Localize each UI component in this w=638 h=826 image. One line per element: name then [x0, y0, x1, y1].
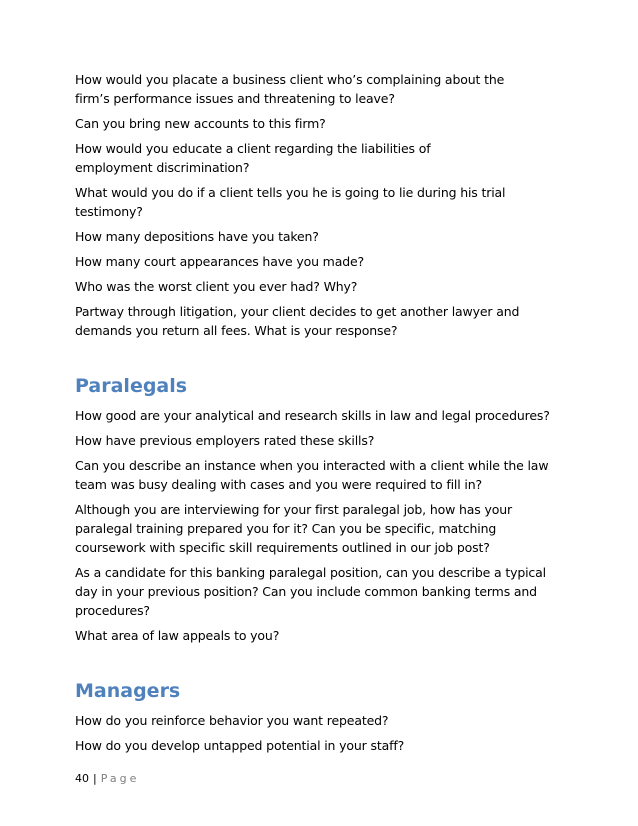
question: What would you do if a client tells you he is going to lie during his trial testimony?	[75, 185, 506, 219]
question: Can you describe an instance when you interacted with a client while the law team was busy dealing with cases and you were required to fill in?	[75, 458, 549, 492]
question: How do you reinforce behavior you want repeated?	[75, 713, 389, 728]
question: As a candidate for this banking paralegal position, can you describe a typical day in your previous position? Can you include common banking terms and procedures?	[75, 565, 546, 618]
page-number: 40	[75, 772, 89, 785]
section-heading-paralegals: Paralegals	[75, 375, 188, 397]
question: How good are your analytical and research skills in law and legal procedures?	[75, 408, 550, 423]
question: How would you placate a business client who’s complaining about the firm’s performance issues and threatening to leave?	[75, 72, 505, 106]
paralegals-section	[75, 374, 575, 645]
question: How have previous employers rated these skills?	[75, 433, 375, 448]
question: How do you develop untapped potential in your staff?	[75, 738, 405, 753]
question: How would you educate a client regarding the liabilities of employment discrimination?	[75, 141, 431, 175]
question: What area of law appeals to you?	[75, 628, 280, 643]
document-page	[75, 70, 575, 761]
footer-separator: |	[93, 772, 97, 785]
question: Can you bring new accounts to this firm?	[75, 116, 326, 131]
question: How many court appearances have you made?	[75, 254, 365, 269]
question: How many depositions have you taken?	[75, 229, 319, 244]
question: Partway through litigation, your client decides to get another lawyer and demands you return all fees. What is your response?	[75, 304, 520, 338]
managers-section	[75, 679, 575, 755]
section-heading-managers: Managers	[75, 680, 181, 702]
question: Who was the worst client you ever had? Why?	[75, 279, 358, 294]
question: Although you are interviewing for your first paralegal job, how has your paralegal training prepared you for it? Can you be specific, matching coursework with specific skill requirements outlined in our job post?	[75, 502, 512, 555]
intro-questions	[75, 70, 575, 340]
page-label: Page	[100, 772, 140, 785]
page-footer	[75, 772, 139, 785]
